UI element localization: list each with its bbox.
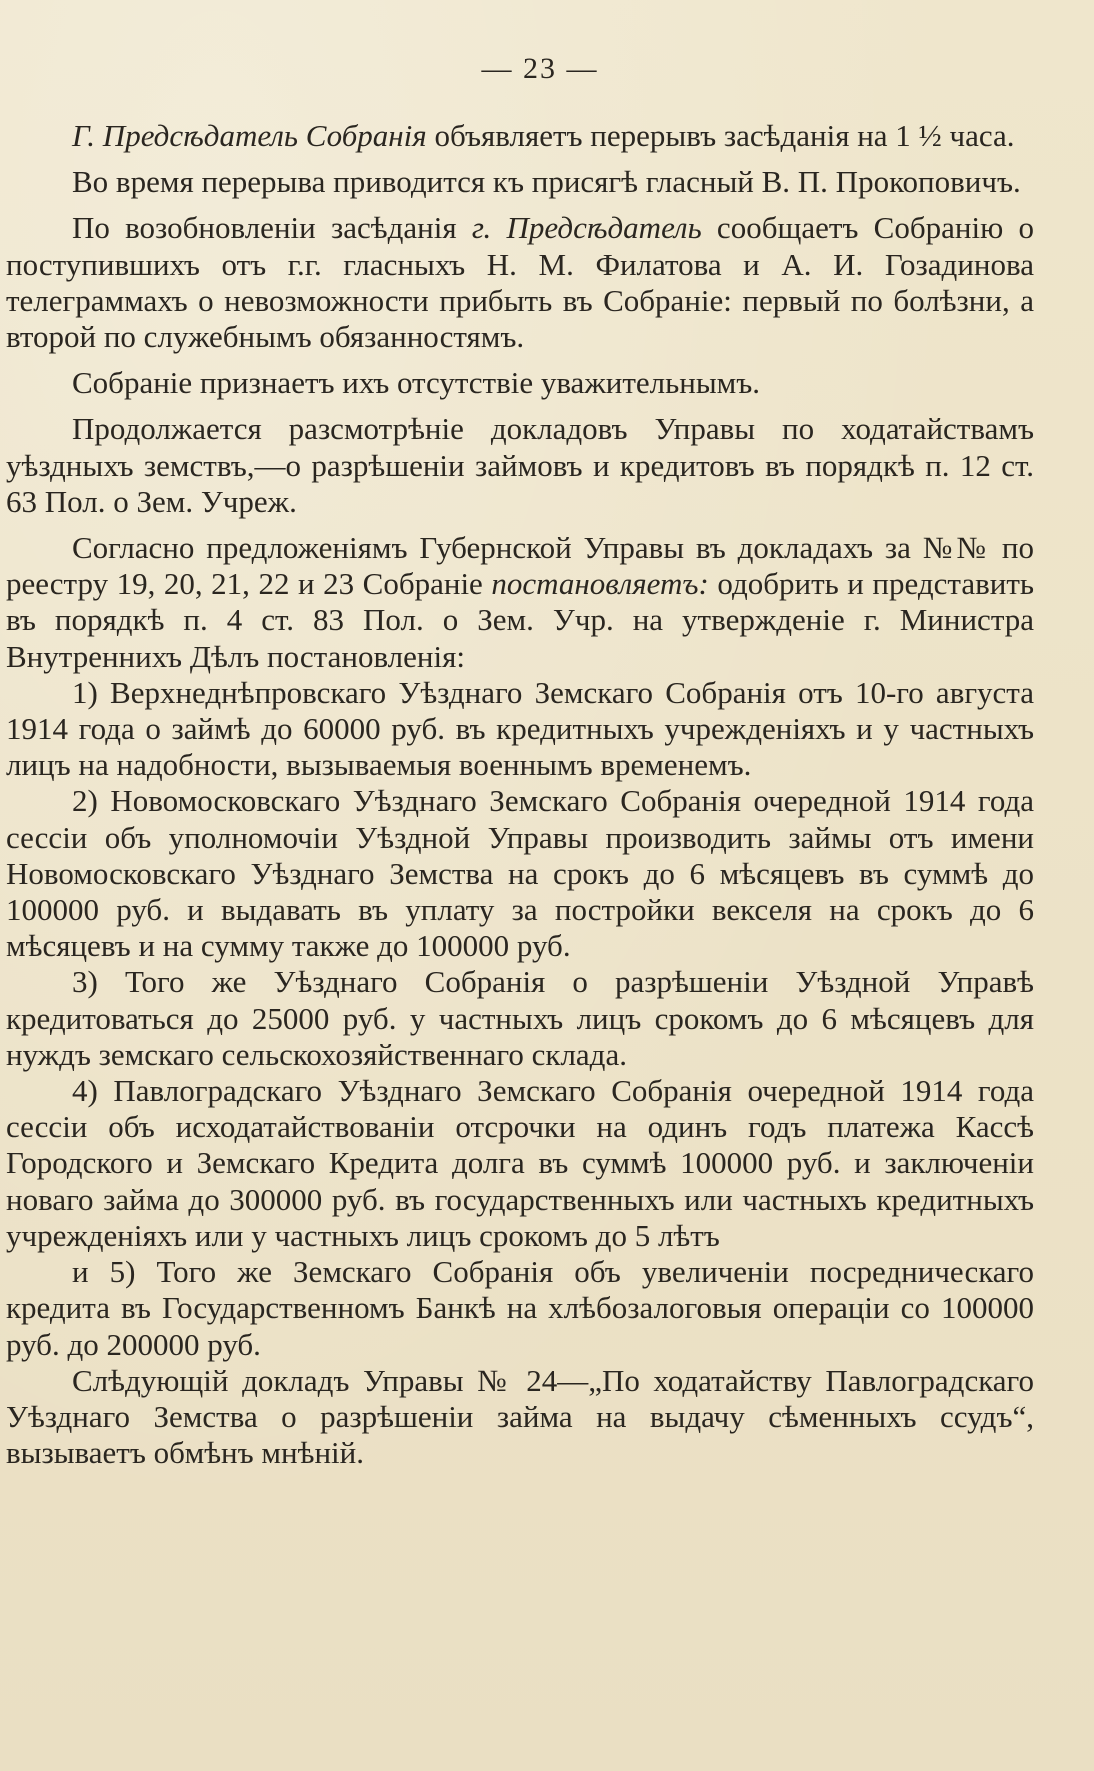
telegrams-text-c: сообщаетъ Собранію о поступившихъ отъ г.г. гласныхъ Н. М. Филатова и А. И. Гозадинова телеграммахъ о невозможности прибыть въ Собраніе: первый по болѣзни, а второй по служебнымъ обязанностямъ. — [6, 210, 1034, 355]
paragraph-next-report: Слѣдующій докладъ Управы № 24—„По ходатайству Павлоградскаго Уѣзднаго Земства о разрѣшеніи займа на выдачу сѣменныхъ ссудъ“, вызываетъ обмѣнъ мнѣній. — [6, 1362, 1034, 1471]
resolution-text-a: Согласно предложеніямъ Губернской Управы въ докладахъ за №№ по реестру 19, 20, 21, 22 и 23 Собраніе — [6, 530, 1034, 602]
list-item: 3) Того же Уѣзднаго Собранія о разрѣшеніи Уѣздной Управѣ кредитоваться до 25000 руб. у частныхъ лицъ срокомъ до 6 мѣсяцевъ для нуждъ земскаго сельскохозяйственнаго склада. — [6, 964, 1034, 1072]
paragraph-resolution — [6, 530, 1034, 675]
chairman-mention: г. Предсѣдатель — [471, 210, 702, 246]
page-number: — 23 — — [481, 52, 599, 85]
paragraph-continuation: Продолжается разсмотрѣніе докладовъ Управы по ходатайствамъ уѣздныхъ земствъ,—о разрѣшеніи займовъ и кредитовъ въ порядкѣ п. 12 ст. 63 Пол. о Зем. Учреж. — [6, 411, 1034, 519]
paragraph-recess — [6, 118, 1034, 154]
telegrams-text-a: По возобновленіи засѣданія — [72, 210, 472, 246]
resolution-text-c: одобрить и представить въ порядкѣ п. 4 ст. 83 Пол. о Зем. Учр. на утвержденіе г. Министра Внутреннихъ Дѣлъ постановленія: — [6, 566, 1035, 674]
paragraph-oath: Во время перерыва приводится къ присягѣ гласный В. П. Прокоповичъ. — [72, 164, 1021, 200]
list-item: 2) Новомосковскаго Уѣзднаго Земскаго Собранія очередной 1914 года сессіи объ уполномочіи Уѣздной Управы производить займы отъ имени Новомосковскаго Уѣзднаго Земства на срокъ до 6 мѣсяцевъ въ суммѣ до 100000 руб. и выдавать въ уплату за постройки векселя на срокъ до 6 мѣсяцевъ и на сумму также до 100000 руб. — [6, 783, 1034, 964]
recess-text: объявляетъ перерывъ засѣданія на 1 ½ часа. — [426, 118, 1015, 153]
list-item: и 5) Того же Земскаго Собранія объ увеличеніи посредническаго кредита въ Государственномъ Банкѣ на хлѣбозалоговыя операціи со 100000 руб. до 200000 руб. — [6, 1254, 1034, 1362]
chairman-label: Г. Предсѣдатель Собранія — [72, 118, 427, 153]
paragraph-telegrams — [6, 210, 1034, 355]
resolves-label: постановляетъ: — [491, 566, 709, 602]
paragraph-absence: Собраніе признаетъ ихъ отсутствіе уважительнымъ. — [72, 365, 761, 401]
list-item: 1) Верхнеднѣпровскаго Уѣзднаго Земскаго Собранія отъ 10-го августа 1914 года о займѣ до 60000 руб. въ кредитныхъ учрежденіяхъ и у частныхъ лицъ на надобности, вызываемыя военнымъ временемъ. — [6, 674, 1034, 783]
list-item: 4) Павлоградскаго Уѣзднаго Земскаго Собранія очередной 1914 года сессіи объ исходатайствованіи отсрочки на одинъ годъ платежа Кассѣ Городского и Земскаго Кредита долга въ суммѣ 100000 руб. и заключеніи новаго займа до 300000 руб. въ государственныхъ или частныхъ кредитныхъ учрежденіяхъ или у частныхъ лицъ срокомъ до 5 лѣтъ — [6, 1073, 1034, 1253]
